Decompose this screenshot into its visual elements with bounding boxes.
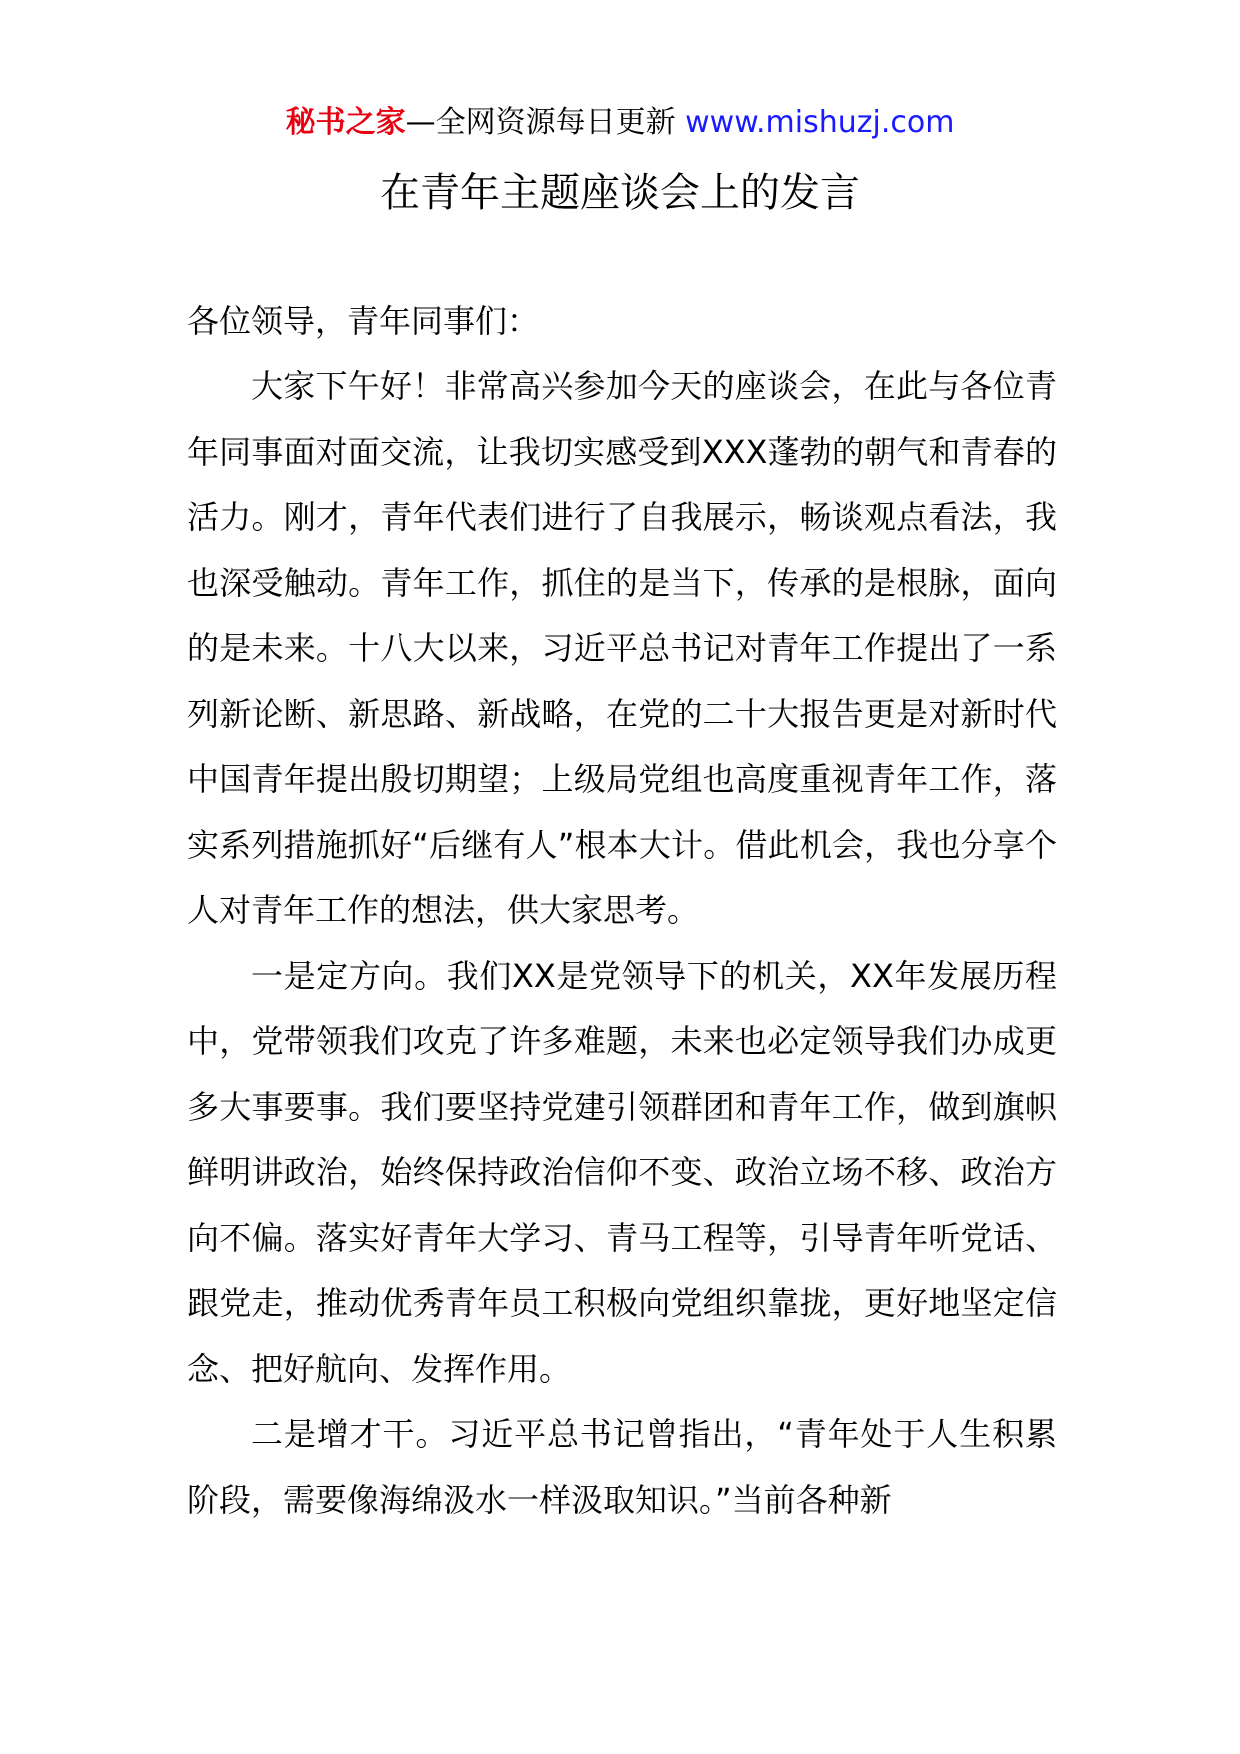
- site-tagline: —全网资源每日更新: [405, 105, 686, 140]
- site-url-link[interactable]: www.mishuzj.com: [685, 105, 955, 140]
- paragraph-intro: 大家下午好！非常高兴参加今天的座谈会，在此与各位青年同事面对面交流，让我切实感受到XXX蓬勃的朝气和青春的活力。刚才，青年代表们进行了自我展示，畅谈观点看法，我也深受触动。青年工作，抓住的是当下，传承的是根脉，面向的是未来。十八大以来，习近平总书记对青年工作提出了一系列新论断、新思路、新战略，在党的二十大报告更是对新时代中国青年提出殷切期望；上级局党组也高度重视青年工作，落实系列措施抓好“后继有人”根本大计。借此机会，我也分享个人对青年工作的想法，供大家思考。: [187, 367, 1057, 929]
- site-header: [0, 103, 1240, 143]
- document-title: 在青年主题座谈会上的发言: [380, 170, 860, 216]
- salutation: 各位领导，青年同事们：: [187, 302, 540, 340]
- paragraph-ability: 二是增才干。习近平总书记曾指出，“青年处于人生积累阶段，需要像海绵汲水一样汲取知识。”当前各种新: [187, 1415, 1057, 1519]
- site-brand: 秘书之家: [285, 105, 406, 140]
- document-body: [187, 289, 1057, 1533]
- paragraph-direction: 一是定方向。我们XX是党领导下的机关，XX年发展历程中，党带领我们攻克了许多难题，未来也必定领导我们办成更多大事要事。我们要坚持党建引领群团和青年工作，做到旗帜鲜明讲政治，始终保持政治信仰不变、政治立场不移、政治方向不偏。落实好青年大学习、青马工程等，引导青年听党话、跟党走，推动优秀青年员工积极向党组织靠拢，更好地坚定信念、把好航向、发挥作用。: [187, 956, 1057, 1388]
